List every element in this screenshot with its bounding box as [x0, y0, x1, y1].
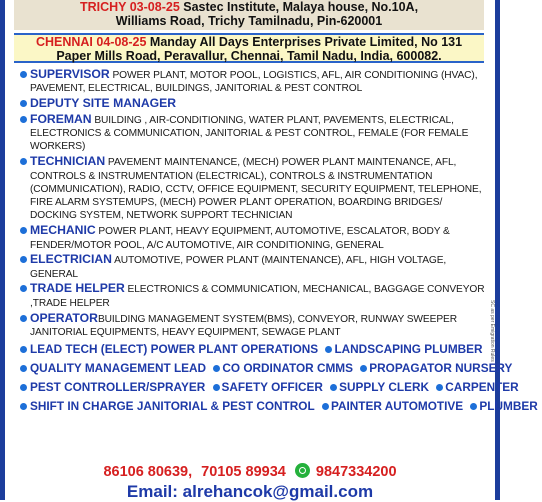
- combo-line: [20, 380, 519, 395]
- right-border: [495, 0, 500, 500]
- job-role: PROPAGATOR NURSERY: [369, 361, 513, 376]
- bullet-icon: [330, 384, 337, 391]
- side-note: SC as per Emigration Rules: [489, 300, 495, 362]
- combo-line: [20, 342, 490, 356]
- bullet-icon: [20, 71, 27, 78]
- job-role: CO ORDINATOR CMMS: [222, 361, 353, 376]
- bullet-icon: [470, 403, 477, 410]
- bullet-icon: [20, 227, 27, 234]
- job-description: POWER PLANT, MOTOR POOL, LOGISTICS, AFL, AIR CONDITIONING (HVAC), PAVEMENT, ELECTRICAL, BUILDINGS, JANITORIAL & PEST CONTROL: [30, 70, 478, 95]
- venue-trichy: [14, 0, 484, 30]
- bullet-icon: [360, 365, 367, 372]
- job-role: SAFETY OFFICER: [221, 380, 323, 395]
- job-role: LEAD TECH (ELECT) POWER PLANT OPERATIONS: [30, 342, 319, 357]
- left-border: [0, 0, 5, 500]
- whatsapp-icon: [295, 463, 310, 478]
- job-description: BUILDING , AIR-CONDITIONING, WATER PLANT, PAVEMENTS, ELECTRICAL, ELECTRONICS & COMMUNICATION, JANITORIAL & PEST CONTROL, FEMALE (FOR FEMALE WORKERS): [30, 114, 469, 153]
- phone-number[interactable]: 86106 80639,: [103, 464, 193, 480]
- venue-chennai: [14, 33, 484, 63]
- job-role: DEPUTY SITE MANAGER: [30, 96, 177, 111]
- job-role: SHIFT IN CHARGE JANITORIAL & PEST CONTROL: [30, 399, 315, 414]
- combo-line: [20, 399, 538, 414]
- bullet-icon: [20, 116, 27, 123]
- job-role: FOREMAN: [30, 111, 92, 126]
- bullet-icon: [20, 346, 27, 353]
- whatsapp-number[interactable]: 9847334200: [315, 464, 397, 480]
- job-role: CARPENTER: [445, 380, 519, 395]
- list-item: [20, 224, 490, 252]
- venue-address-line2: Paper Mills Road, Peravallur, Chennai, Tamil Nadu, India, 600082.: [56, 49, 442, 63]
- list-item: [20, 113, 490, 154]
- bullet-icon: [322, 403, 329, 410]
- job-description: AUTOMOTIVE, POWER PLANT (MAINTENANCE), AFL, HIGH VOLTAGE, GENERAL: [30, 255, 447, 280]
- venue-city: CHENNAI: [35, 35, 93, 49]
- job-description: BUILDING MANAGEMENT SYSTEM(BMS), CONVEYOR, RUNWAY SWEEPER JANITORIAL EQUIPMENTS, HEAVY EQUIPMENT, SEWAGE PLANT: [30, 313, 457, 338]
- job-description: ELECTRONICS & COMMUNICATION, MECHANICAL, BAGGAGE CONVEYOR ,TRADE HELPER: [30, 284, 485, 309]
- job-role: LANDSCAPING PLUMBER: [334, 342, 483, 357]
- job-description: POWER PLANT, HEAVY EQUIPMENT, AUTOMOTIVE, ESCALATOR, BODY & FENDER/MOTOR POOL, A/C AUTOMOTIVE, AIR CONDITIONING, GENERAL: [30, 226, 450, 251]
- bullet-icon: [325, 346, 332, 353]
- job-role: PEST CONTROLLER/SPRAYER: [30, 380, 206, 395]
- venue-city: TRICHY: [79, 0, 127, 14]
- venue-address-line1: Manday All Days Enterprises Private Limited, No 131: [149, 35, 463, 49]
- venue-address-line2: Williams Road, Trichy Tamilnadu, Pin-620001: [115, 14, 383, 28]
- bullet-icon: [20, 403, 27, 410]
- job-role: TECHNICIAN: [30, 154, 106, 169]
- bullet-icon: [20, 158, 27, 165]
- job-role: PAINTER AUTOMOTIVE: [330, 399, 464, 414]
- bullet-icon: [20, 384, 27, 391]
- bullet-icon: [20, 256, 27, 263]
- contact-phones: [0, 463, 500, 480]
- list-item: [20, 312, 490, 340]
- bullet-icon: [213, 365, 220, 372]
- job-role: ELECTRICIAN: [30, 252, 112, 267]
- job-role: TRADE HELPER: [30, 281, 125, 296]
- job-role: QUALITY MANAGEMENT LEAD: [30, 361, 207, 376]
- list-item: [20, 155, 490, 222]
- venue-date: 04-08-25: [96, 35, 147, 49]
- list-item: [20, 253, 490, 281]
- bullet-icon: [20, 100, 27, 107]
- list-item: [20, 97, 490, 111]
- bullet-icon: [20, 365, 27, 372]
- contact-email[interactable]: Email: alrehancok@gmail.com: [126, 482, 374, 501]
- job-role: SUPERVISOR: [30, 67, 110, 81]
- phone-number[interactable]: 70105 89934: [201, 464, 286, 480]
- job-description: PAVEMENT MAINTENANCE, (MECH) POWER PLANT MAINTENANCE, AFL, CONTROLS & INSTRUMENTATION (ELECTRICAL), CONTROLS & INSTRUMENTATION (COMMUNICATION), RADIO, CCTV, OFFICE EQUIPMENT, SECURITY EQUIPMENT, TELEPHONE, FIRE ALARM SYSTEMUPS, (MECH) POWER PLANT OPERATION, BOARDING BRIDGES/ DOCKING SYSTEM, NETWORK SUPPORT TECHNICIAN: [30, 157, 482, 222]
- bullet-icon: [213, 384, 220, 391]
- bullet-icon: [20, 285, 27, 292]
- job-role: MECHANIC: [30, 223, 96, 238]
- job-role: PLUMBER: [479, 399, 538, 414]
- venue-date: 03-08-25: [129, 0, 180, 14]
- list-item: [20, 282, 490, 310]
- venue-address-line1: Sastec Institute, Malaya house, No.10A,: [183, 0, 419, 14]
- list-item: [20, 68, 490, 96]
- job-role: OPERATOR: [30, 310, 98, 325]
- combo-line: [20, 361, 513, 376]
- job-role: SUPPLY CLERK: [339, 380, 429, 395]
- bullet-icon: [436, 384, 443, 391]
- bullet-icon: [20, 315, 27, 322]
